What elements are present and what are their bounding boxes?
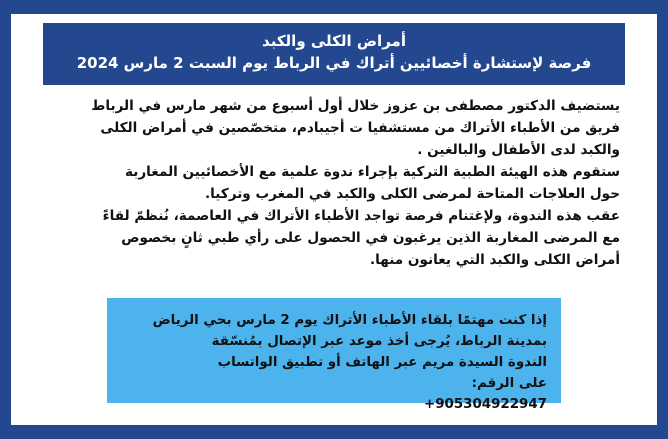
body-line: عقب هذه الندوة، ولإغتنام فرصة تواجد الأطباء الأتراك في العاصمة، نُنظمّ لقاءً bbox=[102, 208, 620, 224]
body-line: ستقوم هذه الهيئة الطبية التركية بإجراء ندوة علمية مع الأخصائيين المغاربة bbox=[125, 164, 620, 180]
phone-number: +905304922947 bbox=[423, 397, 547, 412]
contact-callout bbox=[107, 298, 561, 412]
body-line: والكبد لدى الأطفال والبالغين . bbox=[417, 142, 620, 158]
header-banner bbox=[43, 23, 625, 85]
body-line: فريق من الأطباء الأتراك من مستشفيا ت أجيبادم، متخصّصين في أمراض الكلى bbox=[100, 120, 620, 136]
page-title: أمراض الكلى والكبد bbox=[262, 32, 406, 50]
body-line: مع المرضى المغاربة الذين يرغبون في الحصول على رأي طبي ثانٍ بخصوص bbox=[121, 230, 620, 246]
body-line: أمراض الكلى والكبد التي يعانون منها. bbox=[369, 252, 620, 268]
article-body bbox=[48, 95, 620, 271]
page-subtitle: فرصة لإستشارة أخصائيين أتراك في الرباط يوم السبت 2 مارس 2024 bbox=[76, 54, 592, 72]
callout-line: إذا كنت مهتمًا بلقاء الأطباء الأتراك يوم 2 مارس بحي الرياض bbox=[152, 313, 547, 328]
callout-line: بمدينة الرباط، يُرجى أخذ موعد عبر الإتصال بمُنسّقة bbox=[211, 334, 547, 349]
callout-line: الندوة السيدة مريم عبر الهاتف أو تطبيق الواتساب bbox=[217, 355, 547, 370]
body-line: يستضيف الدكتور مصطفى بن عزوز خلال أول أسبوع من شهر مارس في الرباط bbox=[91, 98, 620, 114]
callout-line: على الرقم: bbox=[471, 376, 547, 391]
body-line: حول العلاجات المتاحة لمرضى الكلى والكبد في المغرب وتركيا. bbox=[205, 186, 620, 202]
